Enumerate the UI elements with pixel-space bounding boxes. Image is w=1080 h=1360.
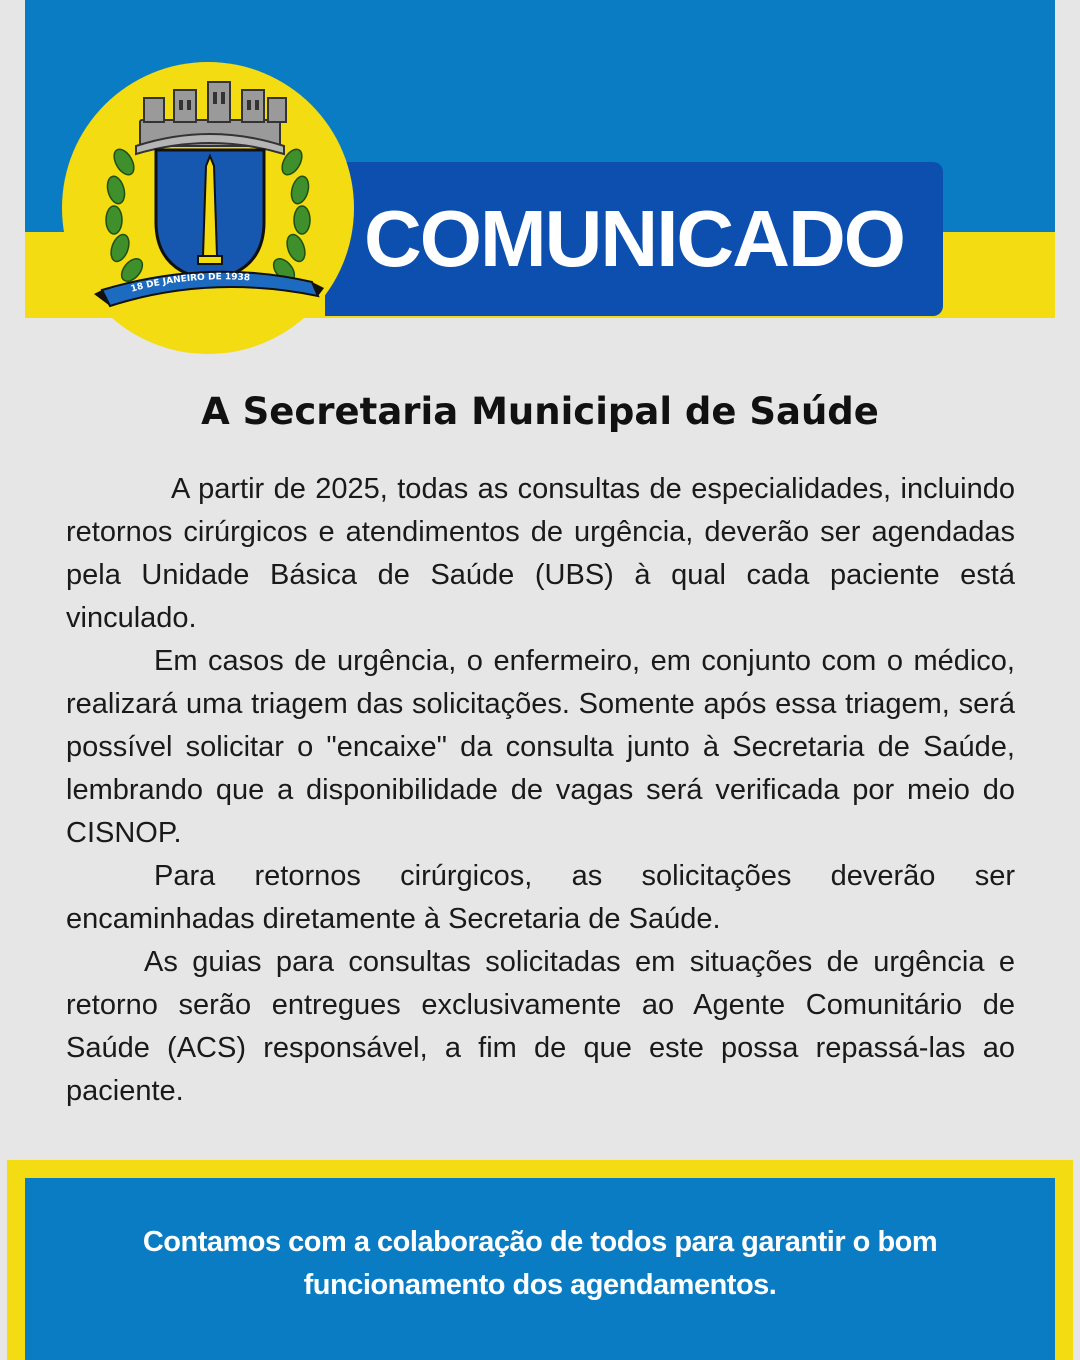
title-box: [325, 162, 943, 316]
paragraph-3: Para retornos cirúrgicos, as solicitações deverão ser encaminhadas diretamente à Secretaria de Saúde.: [66, 860, 1015, 935]
paragraph-4: As guias para consultas solicitadas em situações de urgência e retorno serão entregues exclusivamente ao Agente Comunitário de Saúde (ACS) responsável, a fim de que este possa repassá-las ao paciente.: [66, 946, 1015, 1107]
castle-crown: [136, 82, 286, 154]
section-heading: A Secretaria Municipal de Saúde: [201, 390, 879, 433]
paragraph-2: Em casos de urgência, o enfermeiro, em conjunto com o médico, realizará uma triagem das solicitações. Somente após essa triagem, será possível solicitar o "encaixe" da consulta junto à Secretaria de Saúde, lembrando que a disponibilidade de vagas será verificada por meio do CISNOP.: [66, 645, 1015, 849]
footer-banner: [25, 1178, 1055, 1360]
paragraph-1: A partir de 2025, todas as consultas de especialidades, incluindo retornos cirúrgicos e atendimentos de urgência, deverão ser agendadas pela Unidade Básica de Saúde (UBS) à qual cada paciente está vinculado.: [66, 473, 1015, 634]
municipal-coat-of-arms-icon: [62, 62, 354, 354]
ribbon-text: 18 DE JANEIRO DE 1938: [129, 272, 251, 295]
announcement-body: [66, 468, 1015, 1113]
footer-message: Contamos com a colaboração de todos para garantir o bom funcionamento dos agendamentos.: [142, 1226, 938, 1301]
obelisk: [203, 156, 217, 256]
page-title: COMUNICADO: [364, 194, 904, 283]
